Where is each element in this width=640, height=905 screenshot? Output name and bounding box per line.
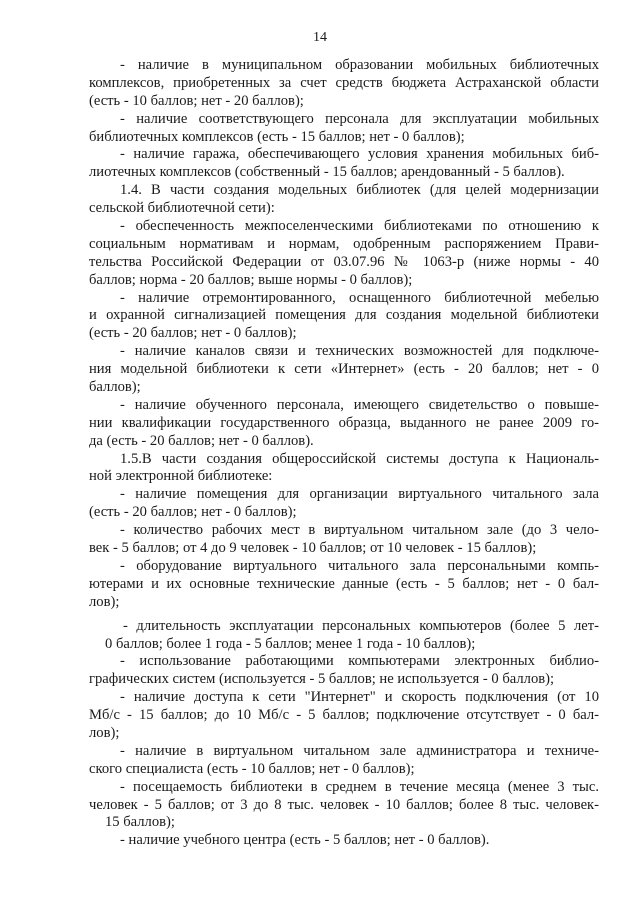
text-line: - наличие каналов связи и технических возможностей для подключе- xyxy=(120,343,599,360)
page-number: 14 xyxy=(313,30,327,45)
text-line: баллов); xyxy=(89,379,141,396)
text-line: век - 5 баллов; от 4 до 9 человек - 10 баллов; от 10 человек - 15 баллов); xyxy=(89,540,537,557)
text-line: 15 баллов); xyxy=(105,814,175,831)
text-line: - наличие учебного центра (есть - 5 баллов; нет - 0 баллов). xyxy=(120,832,490,849)
document-body xyxy=(89,57,599,850)
text-line: графических систем (используется - 5 баллов; не используется - 0 баллов); xyxy=(89,671,555,688)
text-line: (есть - 20 баллов; нет - 0 баллов); xyxy=(89,504,297,521)
text-line: 1.5.В части создания общероссийской системы доступа к Националь- xyxy=(120,450,599,467)
text-line: лов); xyxy=(89,724,120,741)
text-line: 0 баллов; более 1 года - 5 баллов; менее 1 года - 10 баллов); xyxy=(105,635,476,652)
text-line: нии квалификации государственного образца, выданного не ранее 2009 го- xyxy=(89,414,599,431)
text-line: и охранной сигнализацией помещения для создания модельной библиотеки xyxy=(89,307,599,324)
text-line: комплексов, приобретенных за счет средств бюджета Астраханской области xyxy=(89,74,599,91)
text-line: - оборудование виртуального читального зала персональными компь- xyxy=(120,557,599,574)
text-line: баллов; норма - 20 баллов; выше нормы - 0 баллов); xyxy=(89,271,413,288)
text-line: - обеспеченность межпоселенческими библиотеками по отношению к xyxy=(120,218,599,235)
text-line: - наличие в муниципальном образовании мобильных библиотечных xyxy=(120,57,599,73)
text-line: - наличие гаража, обеспечивающего условия хранения мобильных биб- xyxy=(120,146,599,163)
text-line: 1.4. В части создания модельных библиотек (для целей модернизации xyxy=(120,182,599,199)
text-line: социальным нормативам и нормам, одобренным распоряжением Прави- xyxy=(89,235,599,252)
text-line: - наличие в виртуальном читальном зале администратора и техниче- xyxy=(120,742,599,759)
text-line: - наличие помещения для организации виртуального читального зала xyxy=(120,486,599,503)
text-line: - посещаемость библиотеки в среднем в течение месяца (менее 3 тыс. xyxy=(120,778,599,795)
text-line: ния модельной библиотеки к сети «Интернет» (есть - 20 баллов; нет - 0 xyxy=(89,361,599,378)
text-line: - наличие соответствующего персонала для эксплуатации мобильных xyxy=(120,110,599,127)
text-line: (есть - 10 баллов; нет - 20 баллов); xyxy=(89,92,304,109)
text-line: да (есть - 20 баллов; нет - 0 баллов). xyxy=(89,432,314,449)
text-line: лиотечных комплексов (собственный - 15 баллов; арендованный - 5 баллов). xyxy=(89,164,565,181)
text-line: ютерами и их основные технические данные (есть - 5 баллов; нет - 0 бал- xyxy=(89,575,599,592)
text-line: Мб/с - 15 баллов; до 10 Мб/с - 5 баллов; подключение отсутствует - 0 бал- xyxy=(89,707,599,724)
text-line: - количество рабочих мест в виртуальном читальном зале (до 3 чело- xyxy=(120,522,599,539)
text-line: человек - 5 баллов; от 3 до 8 тыс. человек - 10 баллов; более 8 тыс. человек- xyxy=(89,796,599,813)
text-line: - длительность эксплуатации персональных компьютеров (более 5 лет- xyxy=(123,617,599,634)
text-line: ной электронной библиотеке: xyxy=(89,468,273,485)
text-line: библиотечных комплексов (есть - 15 баллов; нет - 0 баллов); xyxy=(89,128,465,145)
text-line: сельской библиотечной сети): xyxy=(89,200,275,217)
text-line: ского специалиста (есть - 10 баллов; нет - 0 баллов); xyxy=(89,760,415,777)
text-line: лов); xyxy=(89,593,120,610)
text-line: - использование работающими компьютерами электронных библио- xyxy=(120,653,599,670)
text-line: тельства Российской Федерации от 03.07.96 № 1063-р (ниже нормы - 40 xyxy=(89,253,599,270)
text-line: - наличие отремонтированного, оснащенного библиотечной мебелью xyxy=(120,289,599,306)
text-line: - наличие обученного персонала, имеющего свидетельство о повыше- xyxy=(120,396,599,413)
text-line: - наличие доступа к сети "Интернет" и скорость подключения (от 10 xyxy=(120,689,599,706)
text-line: (есть - 20 баллов; нет - 0 баллов); xyxy=(89,325,297,342)
